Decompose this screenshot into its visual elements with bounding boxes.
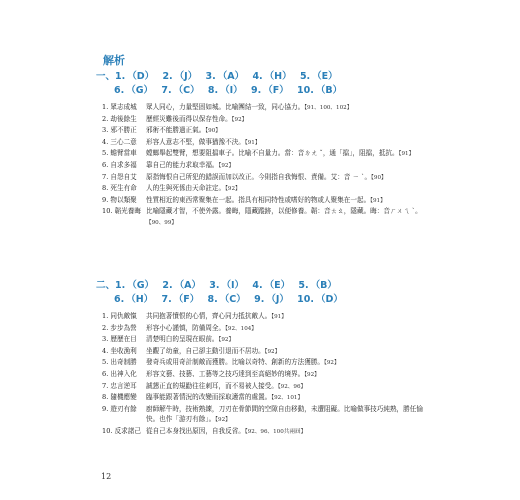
- idiom-term: 2. 劫後餘生: [102, 114, 137, 123]
- idiom-term: 1. 同仇敵愾: [102, 312, 137, 320]
- exam-reference: 【90】: [371, 174, 387, 181]
- idiom-definition: 誠懇正直的規勸往往刺耳，而不易被人接受。【92、96】: [146, 381, 307, 390]
- answer-item: 10. （D）: [297, 294, 343, 305]
- answer-item: 8. （C）: [207, 294, 246, 305]
- idiom-term: 2. 步步為營: [102, 323, 137, 332]
- exam-reference: 【92】: [304, 371, 320, 378]
- exam-reference: 【91、100、102】: [304, 105, 353, 111]
- exam-reference: 【92】: [218, 162, 235, 169]
- answer-row: [96, 279, 348, 293]
- answer-item: 7. （F）: [161, 294, 200, 305]
- answer-row: [96, 293, 348, 307]
- exam-reference: 【90、99】: [146, 219, 178, 226]
- idiom-term: 8. 隨機應變: [102, 393, 137, 402]
- explanation-entry: [102, 206, 432, 228]
- page-number: 12: [101, 472, 112, 481]
- answer-item: 8. （I）: [207, 85, 243, 96]
- idiom-term: 9. 物以類聚: [102, 195, 137, 204]
- idiom-definition: 螳螂舉起雙臂，想要阻擋車子。比喻不自量力。當：音ㄉㄤ ˇ，通「擋」，阻擋，抵抗。【91】: [146, 149, 415, 158]
- answer-item: 4. （H）: [252, 71, 292, 82]
- idiom-term: 6. 出神入化: [102, 369, 137, 378]
- answer-item: 10. （B）: [297, 85, 343, 96]
- exam-reference: 【92】: [324, 360, 340, 367]
- idiom-definition: 比喻隱藏才智，不使外露。養晦，隱藏蹤跡，以便修養。韜：音ㄊㄠ，隱藏。晦：音ㄏㄨㄟ ˋ。【90、99】: [146, 207, 422, 226]
- explanation-entry: [102, 160, 432, 172]
- idiom-definition: 靠自己的能力求取幸福。【92】: [146, 160, 235, 169]
- idiom-term: 7. 忠言逆耳: [102, 381, 137, 390]
- idiom-definition: 形容人意志不堅，做事猶豫不決。【91】: [146, 137, 261, 146]
- explanation-entry: [102, 381, 432, 393]
- exam-reference: 【92、96、100共兩屆】: [244, 428, 307, 435]
- answer-key-2: [96, 279, 348, 307]
- answer-item: 6. （G）: [114, 85, 154, 96]
- explanation-entry: [102, 323, 432, 335]
- explanation-entry: [102, 334, 432, 346]
- idiom-definition: 廚師解牛時，技術熟練，刀刃在骨節間的空隙自由移動，未遭阻礙。比喻做事技巧純熟，勝任愉快。也作「游刃有餘」。【92】: [146, 404, 423, 424]
- answer-item: 一、1. （D）: [96, 71, 155, 82]
- idiom-term: 10. 反求諸己: [102, 426, 141, 435]
- answer-item: 3. （A）: [205, 71, 245, 82]
- answer-row: [96, 70, 347, 84]
- explanation-entry: [102, 183, 432, 195]
- answer-item: 2. （J）: [162, 71, 198, 82]
- idiom-term: 10. 韜光養晦: [102, 207, 141, 216]
- answer-key-1: [96, 70, 347, 98]
- idiom-definition: 坐觀了幼童，自己卻主動引退而不居功。【92】: [146, 346, 281, 355]
- explanation-entry: [102, 114, 432, 126]
- answer-row: [96, 84, 347, 98]
- exam-reference: 【92】: [218, 337, 235, 344]
- section-heading: 解析: [103, 54, 125, 67]
- explanation-list-1: [102, 102, 432, 229]
- idiom-definition: 發奇兵或用奇計制敵而獲勝。比喻以奇特、創新的方法獲勝。【92】: [146, 358, 340, 367]
- answer-item: 4. （E）: [252, 280, 291, 291]
- answer-item: 5. （E）: [299, 71, 338, 82]
- idiom-definition: 原指悔恨自己所犯的錯誤而加以改正。今則指自我悔恨、責備。艾：音 ㄧ ˋ。【90】: [146, 172, 387, 181]
- explanation-entry: [102, 404, 432, 426]
- exam-reference: 【92】: [264, 348, 281, 355]
- answer-item: 二、1. （G）: [96, 280, 155, 291]
- exam-reference: 【92】: [231, 116, 248, 123]
- explanation-entry: [102, 357, 432, 369]
- explanation-entry: [102, 346, 432, 358]
- idiom-term: 8. 死生有命: [102, 184, 137, 193]
- exam-reference: 【92、101】: [271, 395, 304, 402]
- idiom-definition: 性質相近的東西常聚集在一起。指具有相同特性或嗜好的物或人聚集在一起。【91】: [146, 195, 386, 204]
- idiom-definition: 形容小心謹慎，防備周全。【92、104】: [146, 323, 257, 332]
- answer-item: 2. （A）: [162, 280, 201, 291]
- explanation-entry: [102, 311, 432, 323]
- idiom-definition: 歷經災難後而得以保存性命。【92】: [146, 114, 248, 123]
- idiom-term: 7. 自怨自艾: [102, 172, 137, 181]
- explanation-entry: [102, 426, 432, 438]
- exam-reference: 【91】: [398, 151, 415, 158]
- idiom-term: 3. 邪不勝正: [102, 126, 137, 135]
- idiom-definition: 邪術不能勝過正氣。【90】: [146, 126, 221, 135]
- idiom-term: 4. 三心二意: [102, 137, 137, 146]
- idiom-term: 5. 出奇制勝: [102, 358, 137, 367]
- exam-reference: 【91】: [244, 139, 261, 146]
- explanation-entry: [102, 172, 432, 184]
- idiom-term: 1. 眾志成城: [102, 103, 137, 111]
- exam-reference: 【90】: [205, 128, 221, 135]
- explanation-entry: [102, 102, 432, 114]
- idiom-term: 6. 自求多福: [102, 160, 137, 169]
- idiom-definition: 形容文藝、技藝、工藝等之技巧達到至高絕妙的境界。【92】: [146, 369, 320, 378]
- idiom-term: 5. 蟾臂當車: [102, 149, 137, 158]
- idiom-definition: 共同抱著憤恨的心情，齊心同力抵抗敵人。【91】: [146, 312, 287, 320]
- answer-item: 9. （F）: [250, 85, 289, 96]
- exam-reference: 【91】: [271, 314, 287, 320]
- answer-item: 7. （C）: [161, 85, 200, 96]
- idiom-definition: 臨事能跟著情況的改變而採取適當的處置。【92、101】: [146, 393, 304, 402]
- exam-reference: 【92、96】: [277, 383, 307, 390]
- explanation-entry: [102, 195, 432, 207]
- idiom-term: 3. 歷歷在目: [102, 335, 137, 344]
- answer-item: 3. （I）: [209, 280, 245, 291]
- explanation-entry: [102, 137, 432, 149]
- idiom-definition: 清楚明白的呈現在眼前。【92】: [146, 335, 235, 344]
- explanation-entry: [102, 148, 432, 160]
- exam-reference: 【92】: [225, 186, 241, 193]
- explanation-list-2: [102, 311, 432, 438]
- explanation-entry: [102, 125, 432, 137]
- explanation-entry: [102, 369, 432, 381]
- answer-item: 6. （H）: [114, 294, 154, 305]
- explanation-entry: [102, 392, 432, 404]
- idiom-term: 9. 遊刃有餘: [102, 404, 137, 413]
- idiom-term: 4. 坐收漁利: [102, 346, 137, 355]
- answer-item: 9. （J）: [254, 294, 289, 305]
- exam-reference: 【91】: [370, 197, 386, 204]
- exam-reference: 【92】: [215, 417, 231, 424]
- exam-reference: 【92、104】: [225, 325, 257, 332]
- idiom-definition: 人的生與死係由天命註定。【92】: [146, 184, 241, 193]
- answer-item: 5. （B）: [298, 280, 337, 291]
- idiom-definition: 從自己本身找出原因，自我反省。【92、96、100共兩屆】: [146, 426, 307, 435]
- idiom-definition: 眾人同心，力量堅固如城。比喻團結一致，同心協力。【91、100、102】: [146, 103, 353, 111]
